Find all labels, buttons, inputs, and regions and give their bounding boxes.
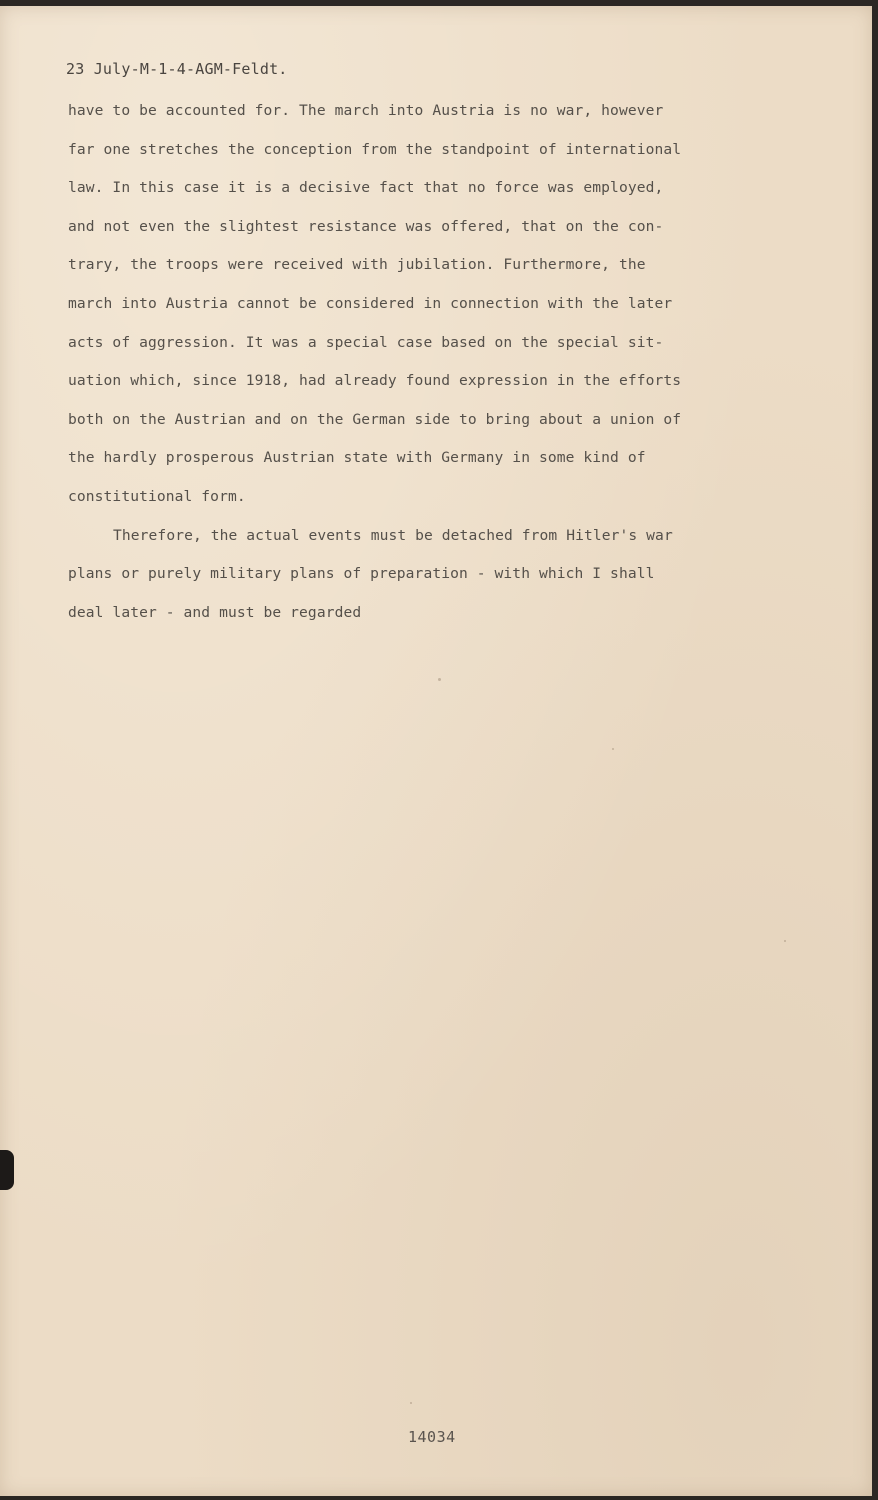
scan-right-edge bbox=[872, 0, 878, 1500]
text-line: and not even the slightest resistance was offered, that on the con- bbox=[68, 217, 664, 235]
text-line: acts of aggression. It was a special case based on the special sit- bbox=[68, 333, 664, 351]
text-line: trary, the troops were received with jubilation. Furthermore, the bbox=[68, 256, 646, 274]
paper-speck bbox=[410, 1402, 412, 1404]
text-line: plans or purely military plans of preparation - with which I shall bbox=[68, 565, 655, 583]
text-line: deal later - and must be regarded bbox=[68, 603, 362, 621]
document-body bbox=[68, 92, 748, 632]
text-line: constitutional form. bbox=[68, 487, 246, 505]
text-line: march into Austria cannot be considered in connection with the later bbox=[68, 294, 673, 312]
paper-speck bbox=[612, 748, 614, 750]
text-line: law. In this case it is a decisive fact that no force was employed, bbox=[68, 179, 664, 197]
page-number: 14034 bbox=[408, 1428, 456, 1446]
paper-speck bbox=[784, 940, 786, 942]
paper-speck bbox=[438, 678, 441, 681]
text-line: have to be accounted for. The march into Austria is no war, however bbox=[68, 102, 664, 119]
binding-hole bbox=[0, 1150, 14, 1190]
text-line: Therefore, the actual events must be detached from Hitler's war bbox=[113, 526, 673, 544]
text-line: far one stretches the conception from the standpoint of international bbox=[68, 140, 682, 158]
text-line: uation which, since 1918, had already found expression in the efforts bbox=[68, 372, 682, 390]
paragraph-1 bbox=[68, 92, 748, 517]
paragraph-2 bbox=[68, 517, 748, 633]
page-header: 23 July-M-1-4-AGM-Feldt. bbox=[66, 60, 288, 78]
text-line: the hardly prosperous Austrian state with Germany in some kind of bbox=[68, 449, 646, 467]
text-line: both on the Austrian and on the German side to bring about a union of bbox=[68, 410, 682, 428]
